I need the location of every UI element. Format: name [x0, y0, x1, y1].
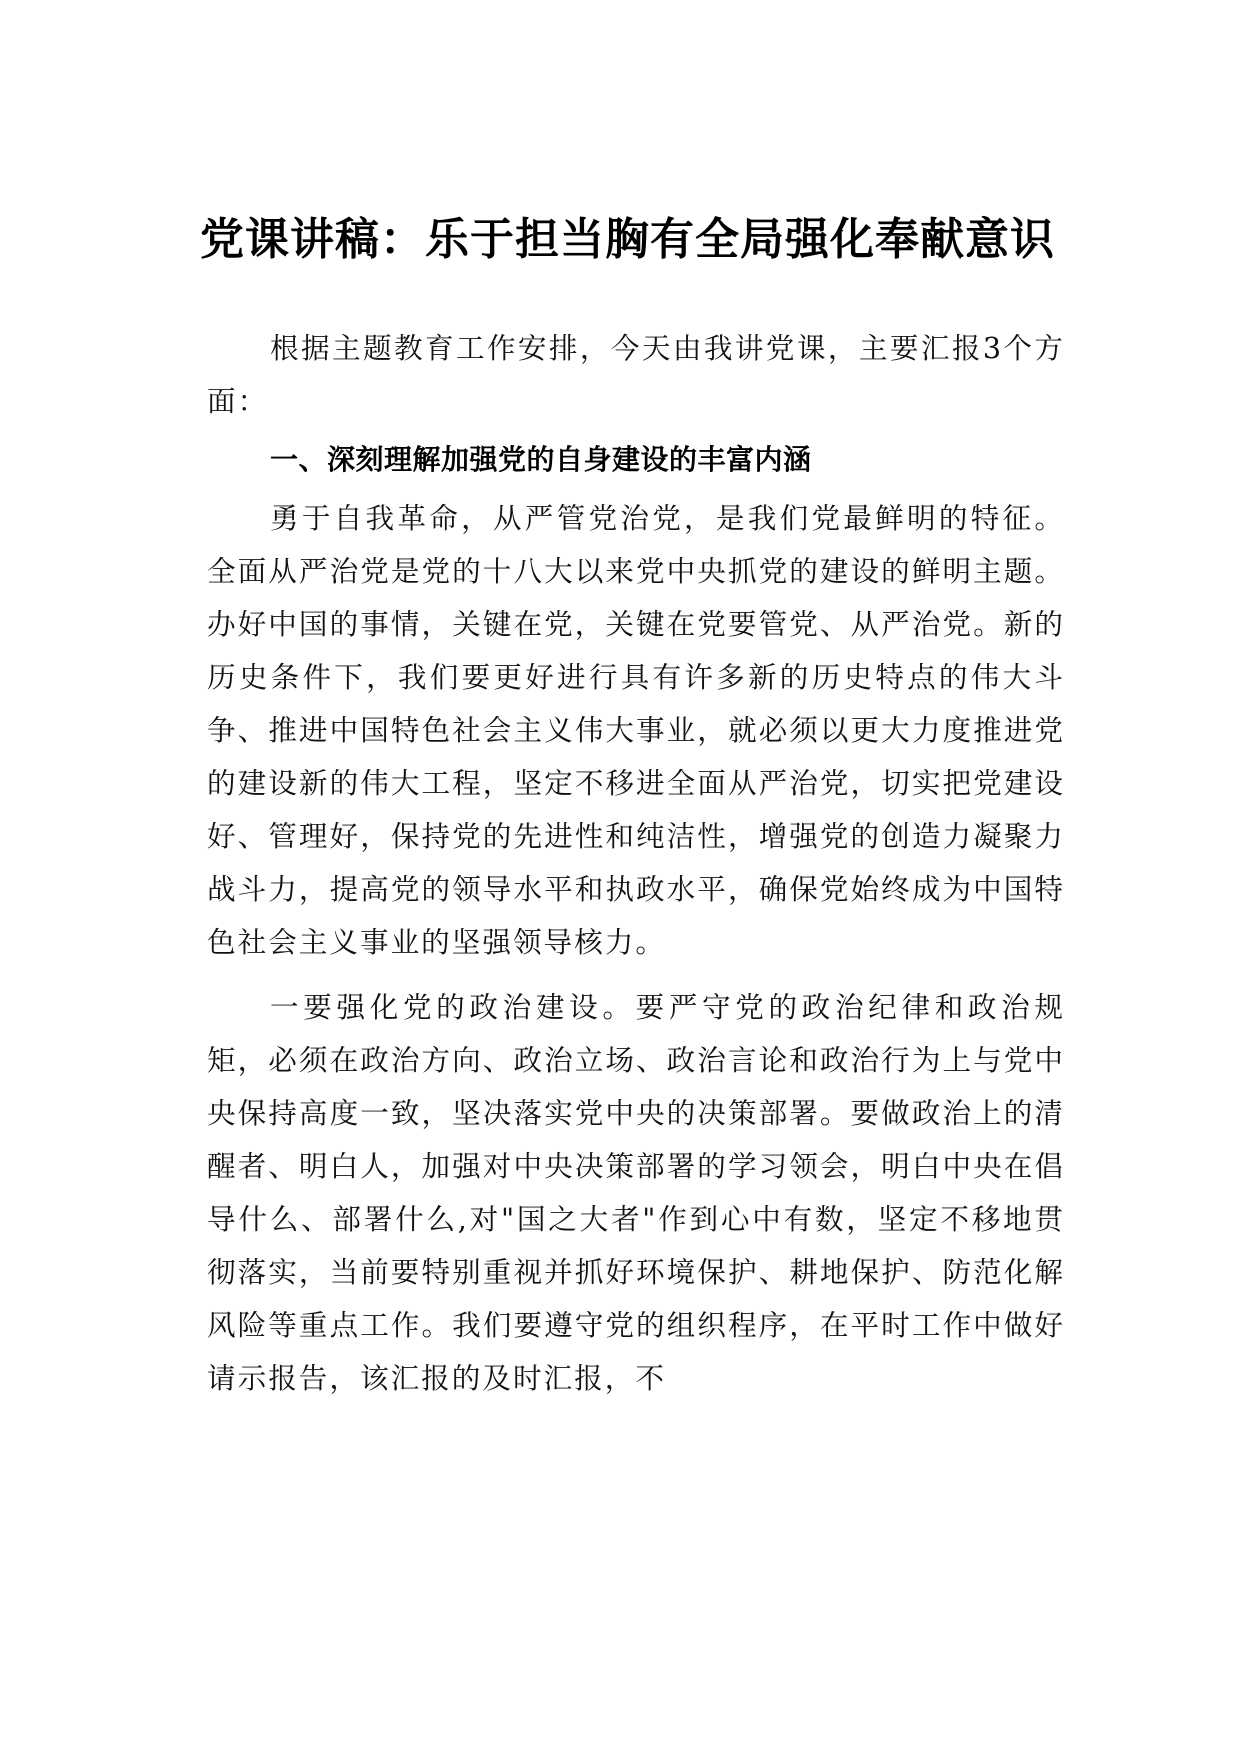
section-heading: 一、深刻理解加强党的自身建设的丰富内涵: [270, 443, 812, 476]
document-body: [207, 322, 1065, 1417]
body-paragraph-1: 勇于自我革命，从严管党治党，是我们党最鲜明的特征。全面从严治党是党的十八大以来党中央抓党的建设的鲜明主题。办好中国的事情，关键在党，关键在党要管党、从严治党。新的历史条件下，我们要更好进行具有许多新的历史特点的伟大斗争、推进中国特色社会主义伟大事业，就必须以更大力度推进党的建设新的伟大工程，坚定不移进全面从严治党，切实把党建设好、管理好，保持党的先进性和纯洁性，增强党的创造力凝聚力战斗力，提高党的领导水平和执政水平，确保党始终成为中国特色社会主义事业的坚强领导核力。: [207, 501, 1065, 959]
document-title: 党课讲稿：乐于担当胸有全局强化奉献意识: [200, 214, 1055, 265]
body-paragraph-2: 一要强化党的政治建设。要严守党的政治纪律和政治规矩，必须在政治方向、政治立场、政治言论和政治行为上与党中央保持高度一致，坚决落实党中央的决策部署。要做政治上的清醒者、明白人，加强对中央决策部署的学习领会，明白中央在倡导什么、部署什么,对"国之大者"作到心中有数，坚定不移地贯彻落实，当前要特别重视并抓好环境保护、耕地保护、防范化解风险等重点工作。我们要遵守党的组织程序，在平时工作中做好请示报告，该汇报的及时汇报，不: [207, 990, 1065, 1395]
intro-paragraph: 根据主题教育工作安排，今天由我讲党课，主要汇报3个方面：: [207, 331, 1065, 418]
